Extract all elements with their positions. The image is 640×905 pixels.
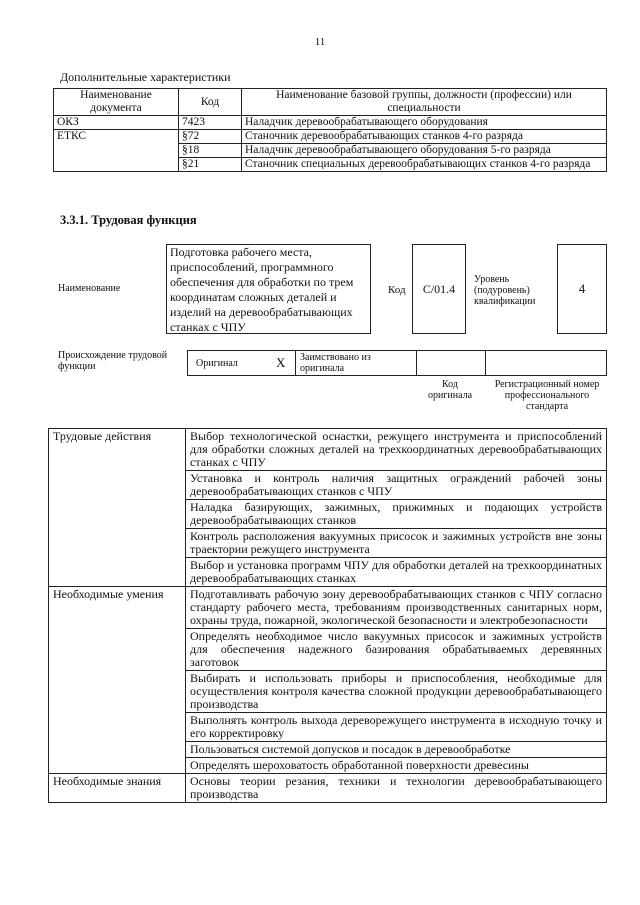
origin-divider-2 — [416, 351, 417, 375]
required-skills-item: Определять шероховатость обработанной поверхности древесины — [186, 758, 607, 774]
cell-name: Станочник деревообрабатывающих станков 4-го разряда — [242, 130, 607, 144]
cell-code: §21 — [179, 158, 242, 172]
cell-name: Наладчик деревообрабатывающего оборудования — [242, 116, 607, 130]
col-document-header: Наименование документа — [54, 89, 179, 116]
borrowed-label: Заимствовано из оригинала — [300, 352, 371, 374]
labor-actions-label: Трудовые действия — [49, 429, 186, 587]
cell-document: ОКЗ — [54, 116, 179, 130]
qualification-level-label: Уровень (подуровень) квалификации — [474, 274, 536, 307]
origin-divider-3 — [485, 351, 486, 375]
col-name-header: Наименование базовой группы, должности (профессии) или специальности — [242, 89, 607, 116]
additional-characteristics-table — [53, 88, 607, 172]
labor-actions-item: Установка и контроль наличия защитных ограждений рабочей зоны деревообрабатывающих станков с ЧПУ — [186, 471, 607, 500]
table-row — [54, 130, 607, 144]
required-knowledge-label: Необходимые знания — [49, 774, 186, 803]
registration-number-label: Регистрационный номер профессионального стандарта — [494, 379, 600, 412]
cell-code: §18 — [179, 144, 242, 158]
code-original-label: Код оригинала — [427, 379, 473, 401]
qualification-level-box: 4 — [557, 244, 607, 334]
cell-code: 7423 — [179, 116, 242, 130]
origin-strip — [187, 350, 607, 376]
table-row — [54, 116, 607, 130]
labor-actions-item: Выбор технологической оснастки, режущего инструмента и приспособлений для обработки сложных деталей на трехкоординатных деревообрабатывающих станках с ЧПУ — [186, 429, 607, 471]
required-skills-label: Необходимые умения — [49, 587, 186, 774]
required-skills-item: Выбирать и использовать приборы и приспособления, необходимые для осуществления контроля качества сложной продукции деревообрабатывающего производства — [186, 671, 607, 713]
required-skills-item: Пользоваться системой допусков и посадок в деревообработке — [186, 742, 607, 758]
labor-actions-item: Наладка базирующих, зажимных, прижимных и подающих устройств деревообрабатывающих станков — [186, 500, 607, 529]
function-code-box: C/01.4 — [412, 244, 466, 334]
original-label: Оригинал — [196, 358, 238, 369]
cell-document: ЕТКС — [54, 130, 179, 172]
original-mark: X — [276, 355, 286, 370]
col-code-header: Код — [179, 89, 242, 116]
function-origin-label: Происхождение трудовой функции — [58, 350, 168, 372]
required-skills-item: Определять необходимое число вакуумных присосок и зажимных устройств для обеспечения надежного базирования обрабатываемых деревянных заготовок — [186, 629, 607, 671]
cell-code: §72 — [179, 130, 242, 144]
table-header-row — [54, 89, 607, 116]
labor-actions-item: Выбор и установка программ ЧПУ для обработки деталей на трехкоординатных деревообрабатывающих станках — [186, 558, 607, 587]
labor-actions-item: Контроль расположения вакуумных присосок и зажимных устройств вне зоны траектории режущего инструмента — [186, 529, 607, 558]
function-details-table — [48, 428, 607, 803]
additional-characteristics-heading: Дополнительные характеристики — [60, 70, 231, 84]
required-knowledge-item: Основы теории резания, техники и технологии деревообрабатывающего производства — [186, 774, 607, 803]
function-name-label: Наименование — [58, 283, 121, 294]
page-number: 11 — [314, 36, 326, 48]
cell-name: Станочник специальных деревообрабатывающих станков 4-го разряда — [242, 158, 607, 172]
required-skills-row — [49, 587, 607, 629]
origin-divider-1 — [295, 351, 296, 375]
required-skills-item: Подготавливать рабочую зону деревообрабатывающих станков с ЧПУ согласно стандарту рабочего места, требованиям производственных санитарных норм, охраны труда, пожарной, экологической безопасности и электробезопасности — [186, 587, 607, 629]
function-code-label: Код — [388, 284, 406, 296]
function-name-box: Подготовка рабочего места, приспособлений, программного обеспечения для обработки по трем координатам сложных деталей и изделий на деревообрабатывающих станках с ЧПУ — [166, 244, 371, 334]
required-knowledge-row — [49, 774, 607, 803]
required-skills-item: Выполнять контроль выхода дереворежущего инструмента в исходную точку и его корректировку — [186, 713, 607, 742]
labor-actions-row — [49, 429, 607, 471]
labor-function-title: 3.3.1. Трудовая функция — [60, 213, 197, 227]
cell-name: Наладчик деревообрабатывающего оборудования 5-го разряда — [242, 144, 607, 158]
